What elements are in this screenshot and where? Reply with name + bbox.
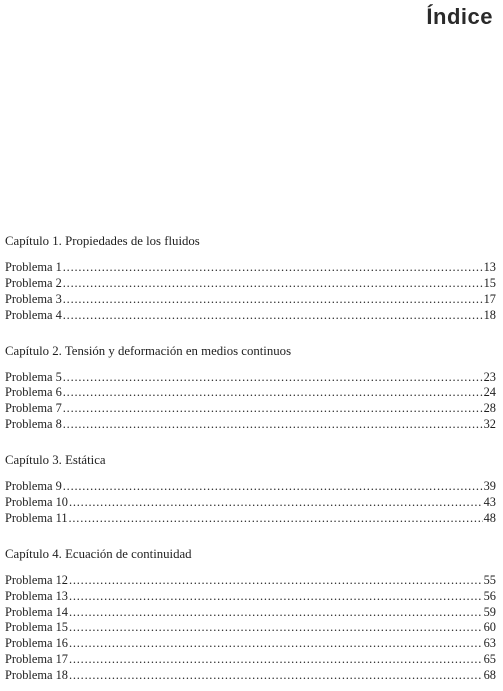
entry-page-number: 63 [483, 636, 496, 651]
toc-entry[interactable] [5, 292, 496, 308]
entry-page-number: 65 [483, 652, 496, 667]
entry-label: Problema 9 [5, 479, 62, 494]
entry-label: Problema 3 [5, 291, 62, 306]
chapter-4 [5, 545, 496, 684]
entry-label: Problema 8 [5, 417, 62, 432]
dot-leader [63, 292, 483, 308]
dot-leader [69, 605, 483, 621]
entry-label: Problema 14 [5, 604, 68, 619]
entry-page-number: 23 [483, 369, 496, 384]
entry-label: Problema 4 [5, 307, 62, 322]
dot-leader [63, 276, 483, 292]
toc-entry[interactable] [5, 385, 496, 401]
entry-label: Problema 16 [5, 636, 68, 651]
dot-leader [63, 370, 483, 386]
dot-leader [69, 636, 483, 652]
entry-page-number: 43 [483, 495, 496, 510]
dot-leader [69, 495, 483, 511]
toc-entry[interactable] [5, 636, 496, 652]
entry-label: Problema 15 [5, 620, 68, 635]
entry-page-number: 32 [483, 417, 496, 432]
entry-label: Problema 10 [5, 495, 68, 510]
chapter-title: Capítulo 2. Tensión y deformación en medios continuos [5, 343, 292, 358]
entry-label: Problema 5 [5, 369, 62, 384]
entry-page-number: 17 [483, 291, 496, 306]
toc-entry[interactable] [5, 417, 496, 433]
entry-label: Problema 17 [5, 652, 68, 667]
dot-leader [63, 479, 483, 495]
entry-label: Problema 7 [5, 401, 62, 416]
entry-page-number: 48 [483, 510, 496, 525]
entry-page-number: 68 [483, 668, 496, 683]
entry-label: Problema 6 [5, 385, 62, 400]
entry-label: Problema 18 [5, 668, 68, 683]
entry-page-number: 24 [483, 385, 496, 400]
chapter-1 [5, 232, 496, 324]
chapter-title: Capítulo 3. Estática [5, 453, 106, 468]
entry-label: Problema 12 [5, 572, 68, 587]
chapter-title: Capítulo 1. Propiedades de los fluidos [5, 234, 200, 248]
chapter-2 [5, 342, 496, 434]
toc-entry[interactable] [5, 668, 496, 684]
entry-page-number: 28 [483, 401, 496, 416]
toc-entry[interactable] [5, 260, 496, 276]
toc-entry[interactable] [5, 370, 496, 386]
toc-entry[interactable] [5, 308, 496, 324]
toc-entry[interactable] [5, 605, 496, 621]
chapter-title: Capítulo 4. Ecuación de continuidad [5, 546, 192, 561]
dot-leader [69, 620, 483, 636]
entry-label: Problema 13 [5, 588, 68, 603]
entry-page-number: 15 [483, 275, 496, 290]
dot-leader [63, 417, 483, 433]
chapter-entries [5, 260, 496, 324]
chapter-entries [5, 479, 496, 527]
toc-entry[interactable] [5, 652, 496, 668]
toc-entry[interactable] [5, 276, 496, 292]
toc-entry[interactable] [5, 573, 496, 589]
chapter-entries [5, 573, 496, 684]
dot-leader [63, 308, 483, 324]
chapter-entries [5, 370, 496, 434]
toc-entry[interactable] [5, 620, 496, 636]
table-of-contents [5, 232, 496, 684]
toc-entry[interactable] [5, 479, 496, 495]
dot-leader [69, 589, 483, 605]
entry-page-number: 18 [483, 307, 496, 322]
chapter-3 [5, 451, 496, 527]
dot-leader [69, 668, 483, 684]
entry-label: Problema 1 [5, 260, 62, 274]
entry-page-number: 13 [483, 260, 496, 274]
dot-leader [69, 573, 483, 589]
entry-page-number: 59 [483, 604, 496, 619]
entry-label: Problema 11 [5, 510, 68, 525]
entry-page-number: 56 [483, 588, 496, 603]
dot-leader [63, 260, 483, 276]
page-title: Índice [426, 4, 493, 29]
entry-page-number: 55 [483, 572, 496, 587]
entry-page-number: 39 [483, 479, 496, 494]
entry-page-number: 60 [483, 620, 496, 635]
dot-leader [63, 401, 483, 417]
toc-entry[interactable] [5, 401, 496, 417]
toc-entry[interactable] [5, 589, 496, 605]
dot-leader [63, 385, 483, 401]
dot-leader [69, 511, 483, 527]
dot-leader [69, 652, 483, 668]
toc-entry[interactable] [5, 511, 496, 527]
toc-entry[interactable] [5, 495, 496, 511]
entry-label: Problema 2 [5, 275, 62, 290]
